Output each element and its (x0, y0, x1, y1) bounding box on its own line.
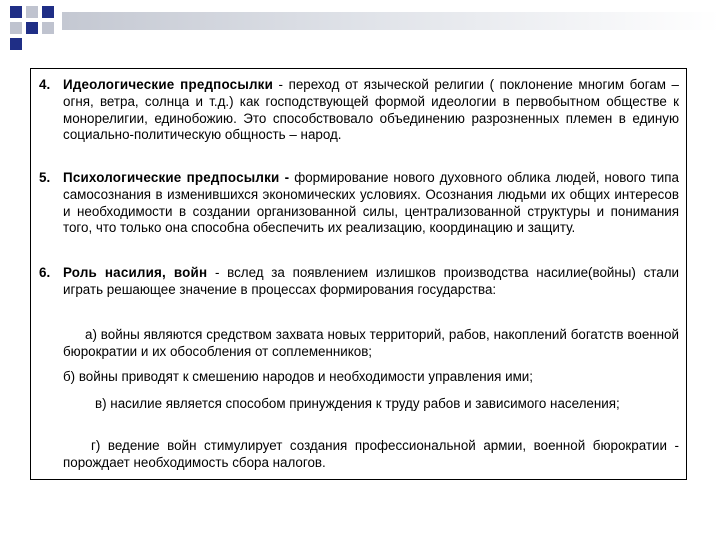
content-frame (30, 68, 687, 480)
sub-item: б) войны приводят к смешению народов и необходимости управления ими; (63, 369, 534, 384)
item-text (63, 77, 679, 144)
item-number: 5. (39, 170, 51, 185)
item-heading: Идеологические предпосылки (63, 77, 273, 92)
decor-square (26, 6, 38, 18)
decor-top-bar (62, 12, 720, 30)
decor-square (10, 38, 22, 50)
item-number: 4. (39, 77, 51, 92)
decor-square (26, 22, 38, 34)
decor-square (10, 6, 22, 18)
decor-square (42, 22, 54, 34)
item-text (63, 265, 679, 299)
list-item (39, 77, 679, 144)
item-number: 6. (39, 265, 51, 280)
list-item (39, 265, 679, 299)
item-heading: Роль насилия, войн (63, 265, 208, 280)
sub-item: в) насилие является способом принуждения к труду рабов и зависимого населения; (95, 396, 620, 411)
item-heading: Психологические предпосылки - (63, 170, 290, 185)
item-body: - переход от языческой религии ( поклонение многим богам – огня, ветра, солнца и т.д.) как господствующей формой идеологии в первобытном обществе к монорелигии, единобожию. Это способствовало объединению разрозненных племен в единую социально-политическую общность – народ. (63, 77, 679, 143)
sub-item: а) войны являются средством захвата новых территорий, рабов, накоплений богатств военной бюрократии и их обособления от соплеменников; (63, 327, 679, 359)
item-body: формирование нового духовного облика людей, нового типа самосознания в изменившихся экономических условиях. Осознания людьми их общих интересов и необходимости в создании организованной силы, централизованной структуры и понимания того, что только она способна обеспечить их реализацию, координацию и защиту. (63, 170, 679, 236)
item-text (63, 170, 679, 237)
list-item (39, 170, 679, 237)
item-body: - вслед за появлением излишков производства насилие(войны) стали играть решающее значение в процессах формирования государства: (63, 265, 679, 297)
decor-square (10, 22, 22, 34)
sub-item: г) ведение войн стимулирует создания профессиональной армии, военной бюрократии - порождает необходимость сбора налогов. (63, 438, 679, 470)
decor-square (42, 6, 54, 18)
